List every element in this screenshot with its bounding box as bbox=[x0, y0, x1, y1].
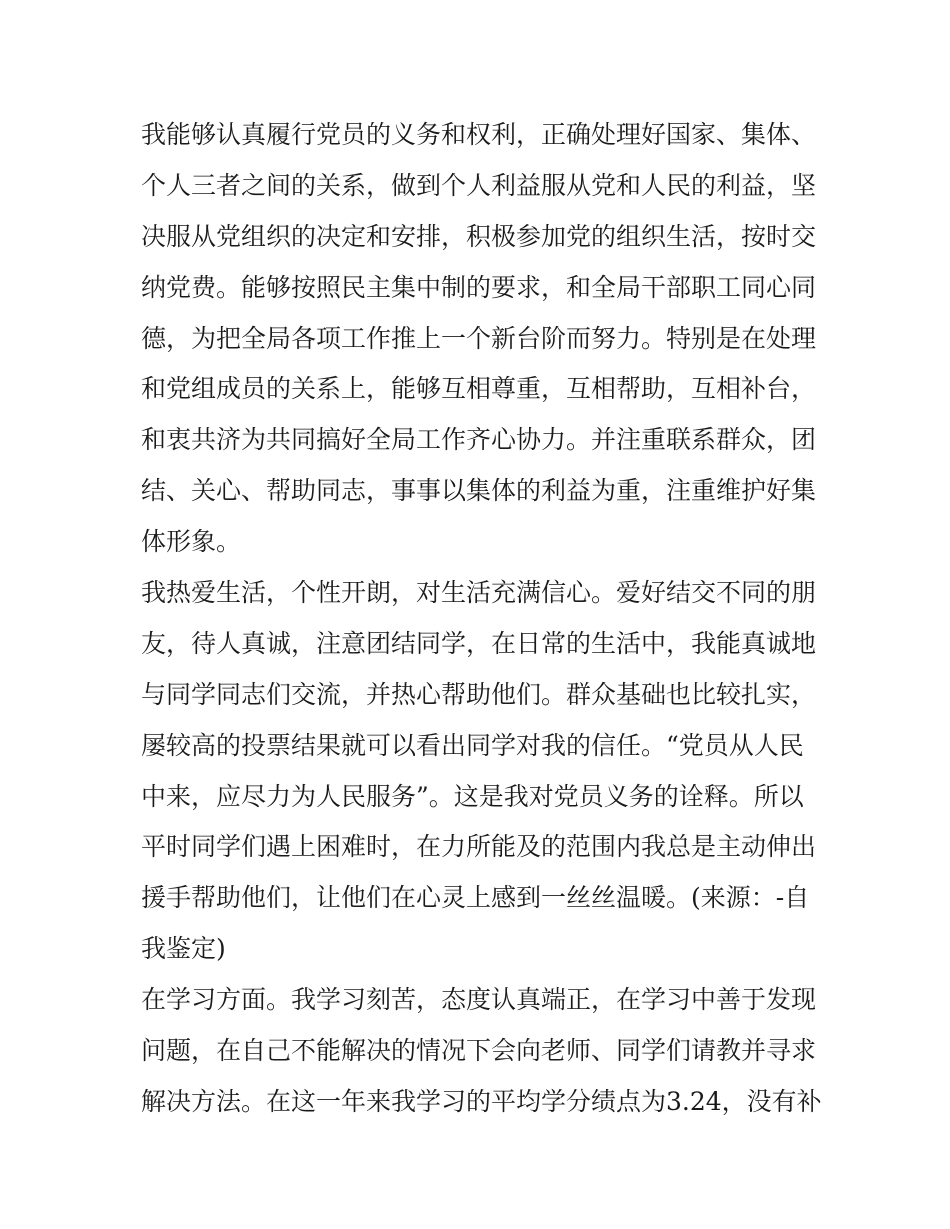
text-line: 问题，在自己不能解决的情况下会向老师、同学们请教并寻求 bbox=[141, 1036, 817, 1066]
text-line: 结、关心、帮助同志，事事以集体的利益为重，注重维护好集 bbox=[141, 476, 817, 506]
text-line: 友，待人真诚，注意团结同学，在日常的生活中，我能真诚地 bbox=[141, 628, 817, 658]
text-line: 中来，应尽力为人民服务”。这是我对党员义务的诠释。所以 bbox=[141, 781, 804, 811]
text-line: 我热爱生活，个性开朗，对生活充满信心。爱好结交不同的朋 bbox=[141, 578, 817, 608]
document-body bbox=[141, 110, 821, 1128]
text-line: 和党组成员的关系上，能够互相尊重，互相帮助，互相补台， bbox=[141, 374, 817, 404]
text-line: 平时同学们遇上困难时，在力所能及的范围内我总是主动伸出 bbox=[141, 832, 817, 862]
text-line: 援手帮助他们，让他们在心灵上感到一丝丝温暖。(来源：-自 bbox=[141, 883, 810, 913]
text-line: 屡较高的投票结果就可以看出同学对我的信任。“党员从人民 bbox=[141, 730, 804, 760]
paragraph-life-attitude bbox=[141, 568, 821, 975]
text-line: 解决方法。在这一年来我学习的平均学分绩点为3.24，没有补 bbox=[141, 1086, 822, 1116]
text-line: 纳党费。能够按照民主集中制的要求，和全局干部职工同心同 bbox=[141, 272, 817, 302]
text-line: 体形象。 bbox=[141, 527, 242, 557]
text-line: 我鉴定) bbox=[141, 934, 226, 964]
paragraph-party-duties bbox=[141, 110, 821, 568]
paragraph-study bbox=[141, 975, 821, 1128]
text-line: 决服从党组织的决定和安排，积极参加党的组织生活，按时交 bbox=[141, 221, 817, 251]
text-line: 我能够认真履行党员的义务和权利，正确处理好国家、集体、 bbox=[141, 120, 817, 149]
text-line: 在学习方面。我学习刻苦，态度认真端正，在学习中善于发现 bbox=[141, 985, 817, 1015]
text-line: 与同学同志们交流，并热心帮助他们。群众基础也比较扎实， bbox=[141, 679, 817, 709]
text-line: 和衷共济为共同搞好全局工作齐心协力。并注重联系群众，团 bbox=[141, 425, 817, 455]
text-line: 个人三者之间的关系，做到个人利益服从党和人民的利益，坚 bbox=[141, 170, 817, 200]
text-line: 德，为把全局各项工作推上一个新台阶而努力。特别是在处理 bbox=[141, 323, 817, 353]
